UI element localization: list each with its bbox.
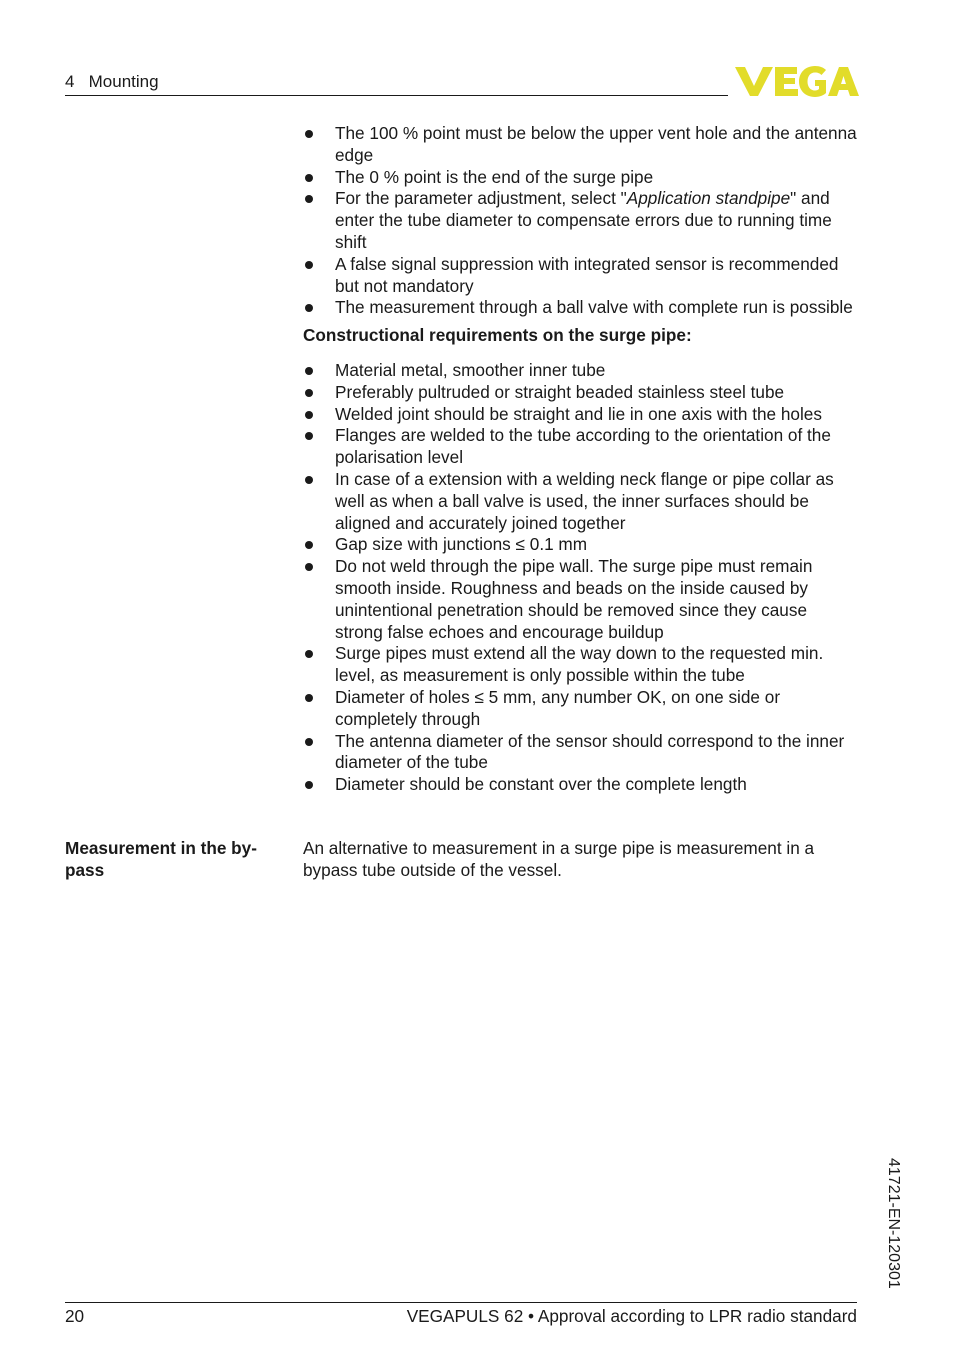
list-item: Do not weld through the pipe wall. The surge pipe must remain smooth inside. Roughness and beads on the inside caused by unintentional penetration should be removed since they cause strong false echoes and encourage buildup — [303, 556, 859, 643]
list-item-text: " and enter the tube diameter to compensate errors due to running time shift — [335, 188, 832, 252]
vega-logo-mark — [735, 63, 859, 99]
header-divider — [65, 95, 728, 96]
page-number: 20 — [65, 1306, 85, 1326]
list-item: The 100 % point must be below the upper vent hole and the antenna edge — [303, 123, 859, 167]
footer-title: VEGAPULS 62 • Approval according to LPR radio standard — [406, 1306, 857, 1326]
list-item: A false signal suppression with integrated sensor is recommended but not mandatory — [303, 254, 859, 298]
list-item: Diameter should be constant over the complete length — [303, 774, 859, 796]
list-item: Welded joint should be straight and lie in one axis with the holes — [303, 404, 859, 426]
list-item: Surge pipes must extend all the way down to the requested min. level, as measurement is only possible within the tube — [303, 643, 859, 687]
list-item: Flanges are welded to the tube according to the orientation of the polarisation level — [303, 425, 859, 469]
list-item: Diameter of holes ≤ 5 mm, any number OK, on one side or completely through — [303, 687, 859, 731]
subheading: Constructional requirements on the surge pipe: — [303, 325, 692, 346]
list-item: The antenna diameter of the sensor should correspond to the inner diameter of the tube — [303, 731, 859, 775]
list-item: The measurement through a ball valve with complete run is possible — [303, 297, 859, 319]
list-item: Gap size with junctions ≤ 0.1 mm — [303, 534, 859, 556]
list-item: In case of a extension with a welding neck flange or pipe collar as well as when a ball valve is used, the inner surfaces should be aligned and accurately joined together — [303, 469, 859, 534]
list-item: Material metal, smoother inner tube — [303, 360, 859, 382]
side-label: Measurement in the by-pass — [65, 838, 257, 880]
list-item — [303, 188, 859, 253]
vega-logo — [735, 63, 859, 105]
section-title: 4 Mounting — [65, 72, 159, 91]
bullet-list-top — [303, 123, 859, 319]
bullet-list-requirements — [303, 360, 859, 796]
bypass-paragraph: An alternative to measurement in a surge pipe is measurement in a bypass tube outside of the vessel. — [303, 838, 815, 880]
main-content — [303, 123, 859, 796]
document-id: 41721-EN-120301 — [885, 1158, 902, 1289]
footer-divider — [65, 1302, 857, 1303]
list-item: Preferably pultruded or straight beaded stainless steel tube — [303, 382, 859, 404]
list-item-text: For the parameter adjustment, select " — [335, 188, 627, 209]
list-item: The 0 % point is the end of the surge pipe — [303, 167, 859, 189]
emphasis-text: Application standpipe — [626, 188, 791, 209]
